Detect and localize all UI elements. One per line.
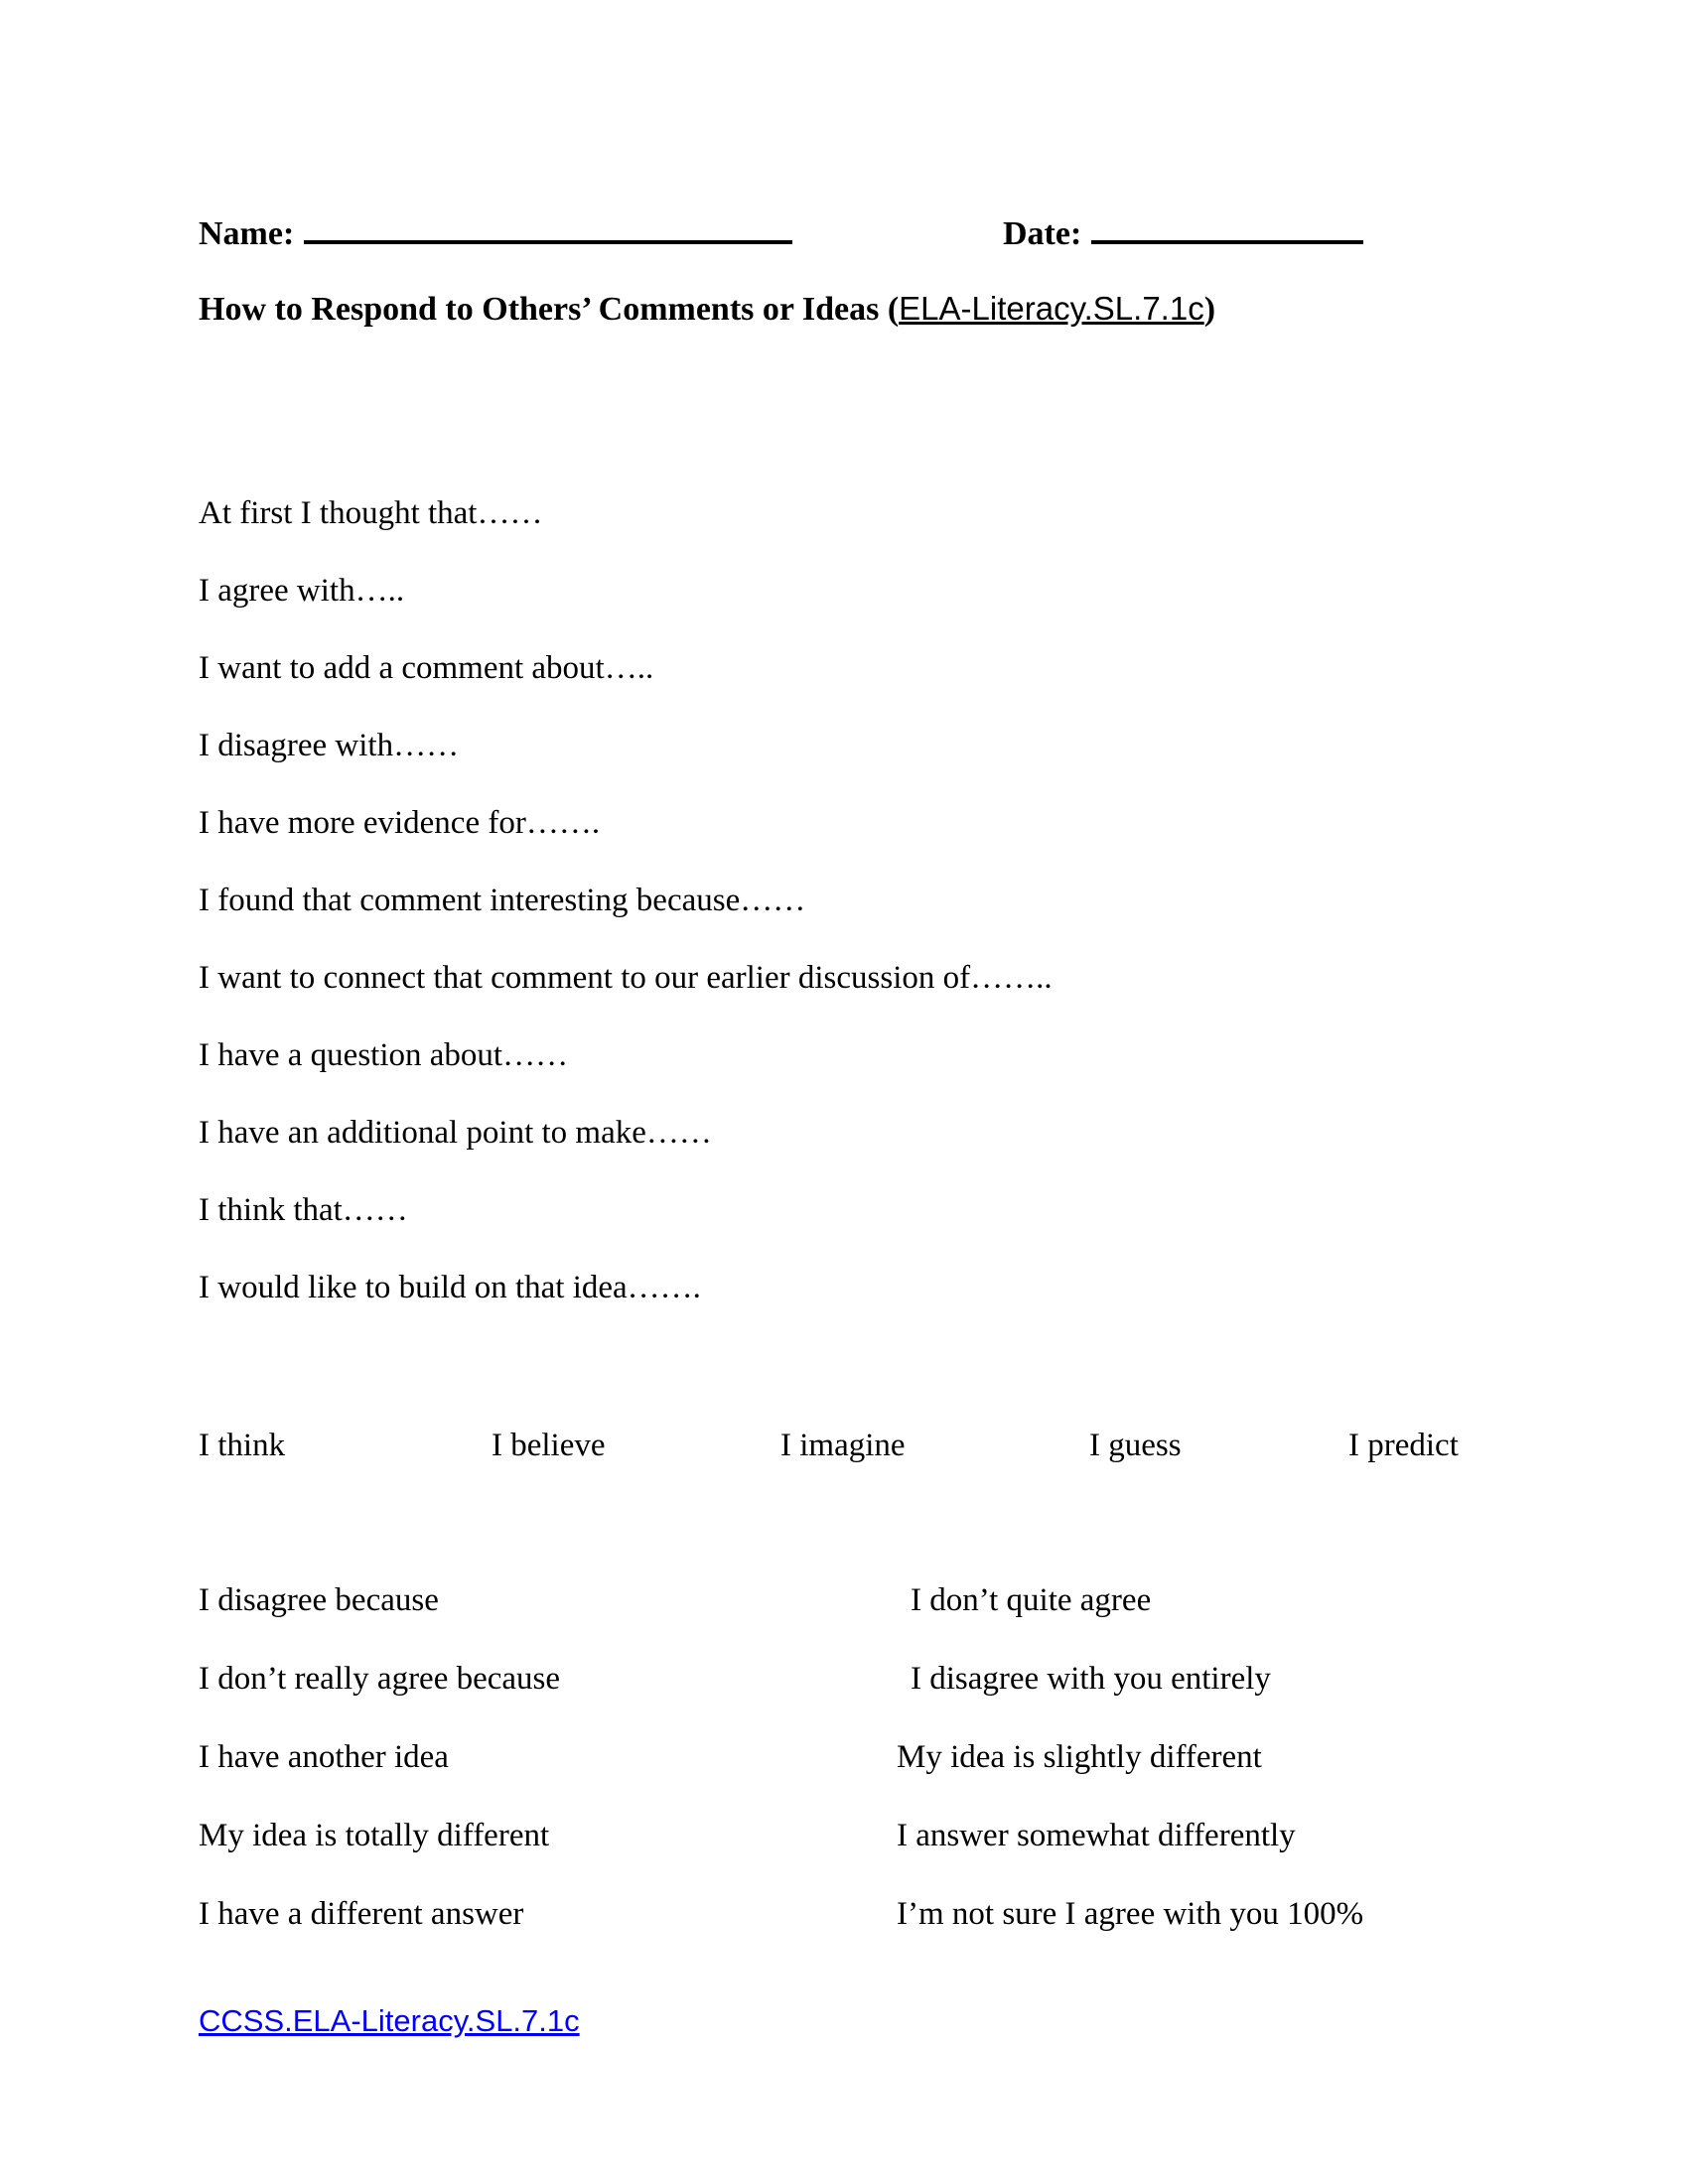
phrase-right: I’m not sure I agree with you 100% (897, 1896, 1364, 1932)
footer (199, 2003, 580, 2039)
phrase-row (0, 1876, 1688, 1955)
page-title-text: How to Respond to Others’ Comments or Ideas ( (199, 291, 900, 328)
phrase-right: I don’t quite agree (911, 1582, 1152, 1618)
phrase-left: I don’t really agree because (199, 1661, 561, 1697)
hedge-word: I think (199, 1428, 286, 1463)
hedge-word: I predict (1348, 1428, 1459, 1463)
phrase-left: I disagree because (199, 1582, 439, 1618)
phrase-left: My idea is totally different (199, 1818, 550, 1853)
sentence-starter: I would like to build on that idea……. (199, 1270, 701, 1305)
sentence-starter: I think that…… (199, 1192, 408, 1228)
phrase-row (0, 1719, 1688, 1798)
sentence-starter: I have an additional point to make…… (199, 1115, 712, 1151)
sentence-starter: I want to add a comment about….. (199, 650, 654, 686)
phrase-row (0, 1563, 1688, 1641)
name-label: Name: (199, 215, 295, 252)
sentence-starter: I have a question about…… (199, 1037, 569, 1073)
phrase-left: I have another idea (199, 1739, 449, 1775)
phrase-left: I have a different answer (199, 1896, 524, 1932)
hedge-word: I imagine (780, 1428, 906, 1463)
phrase-row (0, 1641, 1688, 1719)
hedge-word: I believe (492, 1428, 606, 1463)
name-blank-line (304, 206, 792, 244)
sentence-starter: I found that comment interesting because…… (199, 883, 806, 918)
page-title (199, 290, 1215, 329)
sentence-starter-list (199, 475, 1053, 1326)
sentence-starter: I agree with….. (199, 573, 405, 609)
date-label: Date: (1003, 215, 1082, 252)
sentence-starter: I disagree with…… (199, 728, 460, 763)
phrase-right: My idea is slightly different (897, 1739, 1262, 1775)
page-title-close-paren: ) (1203, 291, 1216, 328)
sentence-starter: At first I thought that…… (199, 495, 543, 531)
sentence-starter: I want to connect that comment to our earlier discussion of…….. (199, 960, 1053, 996)
disagreement-phrase-table (0, 1563, 1688, 1955)
date-blank-line (1091, 206, 1363, 244)
phrase-right: I disagree with you entirely (911, 1661, 1271, 1697)
sentence-starter: I have more evidence for……. (199, 805, 601, 841)
phrase-right: I answer somewhat differently (897, 1818, 1296, 1853)
title-standard-link[interactable]: ELA-Literacy.SL.7.1c (899, 290, 1204, 327)
header-row (199, 206, 1489, 256)
phrase-row (0, 1798, 1688, 1876)
hedge-word: I guess (1089, 1428, 1182, 1463)
hedge-word-row (0, 1428, 1688, 1477)
footer-standard-link[interactable]: CCSS.ELA-Literacy.SL.7.1c (199, 2003, 580, 2038)
